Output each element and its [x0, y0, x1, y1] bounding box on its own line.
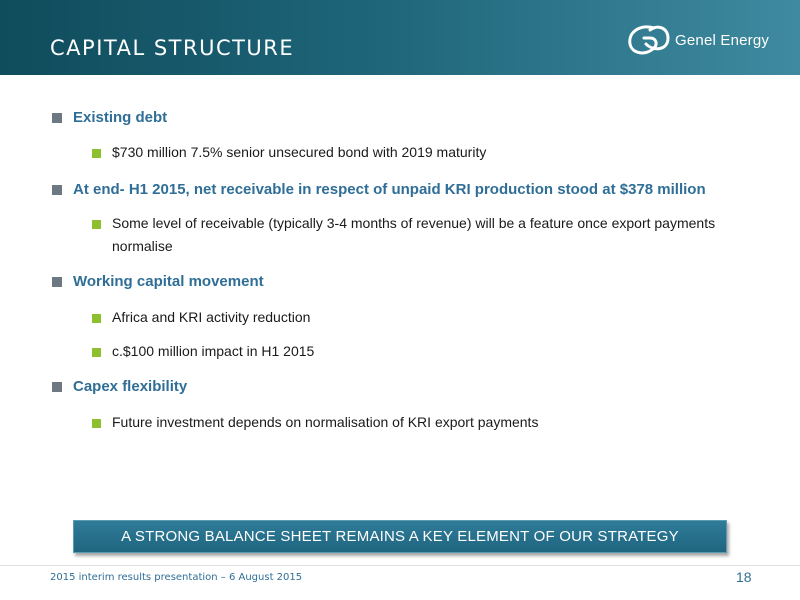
footer-caption: 2015 interim results presentation – 6 August 2015	[50, 572, 303, 583]
square-bullet-icon	[52, 185, 62, 195]
sub-bullet-text: Some level of receivable (typically 3-4 months of revenue) will be a feature once export payments normalise	[112, 215, 716, 254]
square-bullet-icon	[52, 277, 62, 287]
page-number: 18	[736, 569, 752, 585]
bullet-heading: At end- H1 2015, net receivable in respect of unpaid KRI production stood at $378 million	[73, 181, 706, 198]
square-bullet-icon	[92, 314, 101, 323]
sub-bullet	[92, 344, 742, 363]
footer-divider	[0, 565, 800, 566]
sub-bullet-text: Africa and KRI activity reduction	[112, 309, 311, 325]
bullet-receivable	[52, 181, 706, 199]
strategy-banner	[73, 520, 727, 553]
sub-bullet	[92, 310, 742, 329]
sub-bullet-text: Future investment depends on normalisation of KRI export payments	[112, 414, 539, 430]
bullet-capex	[52, 378, 187, 396]
banner-text: A STRONG BALANCE SHEET REMAINS A KEY ELEMENT OF OUR STRATEGY	[121, 528, 679, 545]
square-bullet-icon	[92, 419, 101, 428]
bullet-heading: Working capital movement	[73, 273, 264, 290]
square-bullet-icon	[92, 348, 101, 357]
logo-text: Genel Energy	[675, 31, 770, 49]
square-bullet-icon	[92, 220, 101, 229]
square-bullet-icon	[52, 382, 62, 392]
sub-bullet-text: c.$100 million impact in H1 2015	[112, 343, 315, 359]
sub-bullet	[92, 145, 742, 164]
slide-title: CAPITAL STRUCTURE	[50, 36, 295, 60]
sub-bullet-text: $730 million 7.5% senior unsecured bond with 2019 maturity	[112, 144, 487, 160]
bullet-working-capital	[52, 273, 264, 291]
square-bullet-icon	[52, 113, 62, 123]
bullet-heading: Existing debt	[73, 109, 168, 126]
square-bullet-icon	[92, 149, 101, 158]
bullet-existing-debt	[52, 109, 167, 127]
sub-bullet	[92, 216, 742, 258]
bullet-heading: Capex flexibility	[73, 378, 188, 395]
sub-bullet	[92, 415, 742, 434]
